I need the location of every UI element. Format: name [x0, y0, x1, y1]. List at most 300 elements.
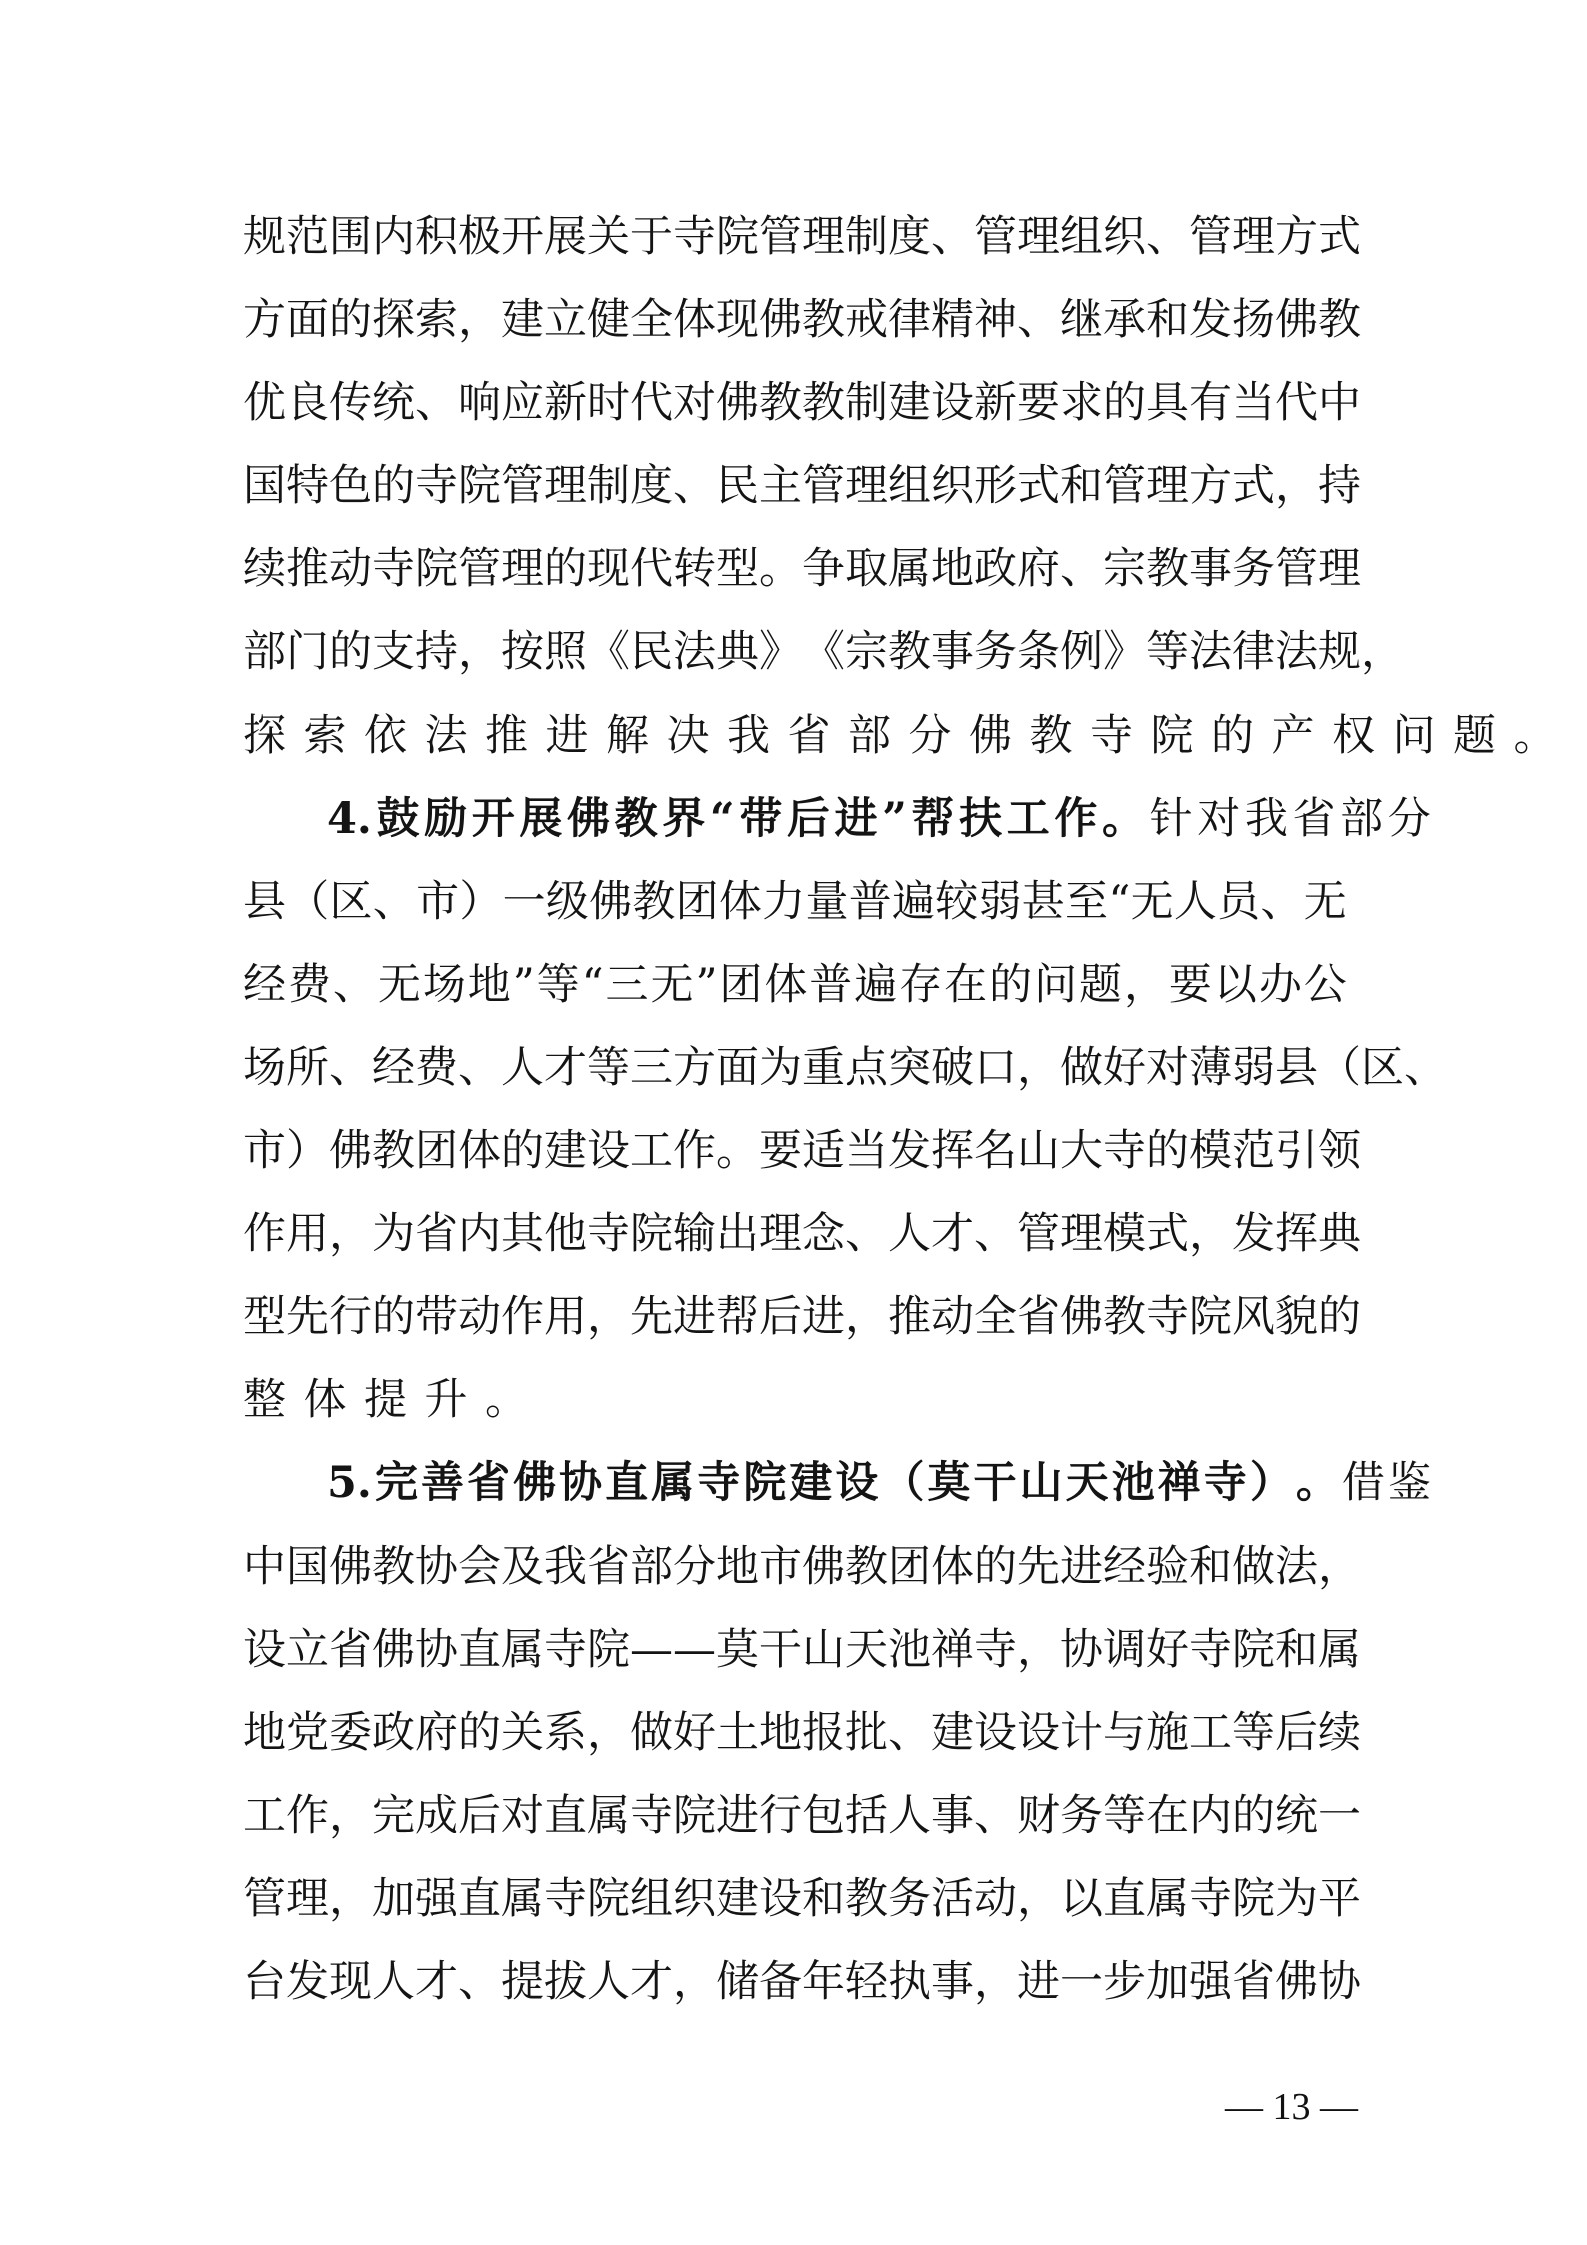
glyph: 的 [372, 461, 415, 512]
glyph: 寺 [1189, 1873, 1232, 1924]
glyph: 理 [1318, 544, 1361, 595]
glyph: ” [882, 793, 907, 844]
glyph: 工 [1006, 793, 1050, 844]
glyph: ， [845, 1292, 888, 1343]
glyph: 、 [1404, 1042, 1447, 1093]
glyph: ， [458, 627, 501, 678]
glyph: 府 [415, 1707, 458, 1758]
glyph: 管 [1275, 544, 1318, 595]
glyph: 院 [1232, 1873, 1275, 1924]
glyph: 。 [759, 544, 802, 595]
glyph: 扬 [1232, 295, 1275, 346]
glyph: 和 [802, 1873, 845, 1924]
glyph: 体 [764, 959, 808, 1010]
glyph: 代 [630, 544, 673, 595]
glyph: 方 [1275, 212, 1318, 262]
glyph: 无 [1303, 876, 1347, 927]
glyph: 名 [974, 1126, 1017, 1177]
glyph: 典 [716, 627, 759, 678]
glyph: 莫 [927, 1458, 971, 1509]
glyph: 人 [1173, 876, 1217, 927]
glyph: 薄 [1189, 1042, 1232, 1093]
glyph: 等 [587, 1042, 630, 1093]
glyph: 的 [458, 1707, 501, 1758]
glyph: 建 [931, 1707, 974, 1758]
glyph: 地 [931, 544, 974, 595]
glyph: 省 [587, 1541, 630, 1592]
glyph: 的 [501, 1126, 544, 1177]
glyph: 人 [587, 1956, 630, 2007]
glyph: 储 [716, 1956, 759, 2007]
glyph: 级 [545, 876, 589, 927]
glyph: 、 [888, 1707, 931, 1758]
glyph: 型 [716, 544, 759, 595]
glyph: 法 [1275, 627, 1318, 678]
glyph: 直 [458, 1873, 501, 1924]
glyph: 寺 [673, 212, 716, 262]
glyph: 理 [845, 461, 888, 512]
glyph: 、 [845, 1209, 888, 1260]
glyph: 响 [458, 378, 501, 429]
glyph: 。 [1295, 1458, 1339, 1509]
glyph: 内 [458, 1209, 501, 1260]
glyph: 寺 [372, 544, 415, 595]
glyph: 律 [1232, 627, 1275, 678]
glyph: 设 [243, 1624, 286, 1675]
glyph: 组 [1060, 212, 1103, 262]
glyph: ， [329, 1873, 372, 1924]
glyph: 直 [605, 1458, 649, 1509]
glyph: 寺 [1189, 1624, 1232, 1675]
glyph: 组 [630, 1873, 673, 1924]
glyph: 全 [630, 295, 673, 346]
glyph: 当 [1232, 378, 1275, 429]
glyph: ， [329, 1790, 372, 1841]
glyph: 直 [458, 1624, 501, 1675]
text-line [243, 944, 1347, 1027]
glyph: 天 [1065, 1458, 1109, 1509]
glyph: 取 [845, 544, 888, 595]
glyph: 展 [519, 793, 563, 844]
glyph: 动 [329, 544, 372, 595]
glyph: 式 [1146, 1209, 1189, 1260]
glyph: 寺 [974, 1624, 1017, 1675]
glyph: 施 [1146, 1707, 1189, 1758]
glyph: 经 [372, 1042, 415, 1093]
glyph: 、 [332, 959, 376, 1010]
glyph: 范 [1232, 1126, 1275, 1177]
glyph: 教 [845, 1541, 888, 1592]
glyph: 建 [888, 378, 931, 429]
glyph: 教 [1146, 544, 1189, 595]
text-line [243, 279, 1361, 362]
glyph: 管 [243, 1873, 286, 1924]
glyph: 管 [759, 212, 802, 262]
glyph: 》 [1103, 627, 1146, 678]
glyph: 立 [544, 295, 587, 346]
glyph: 适 [802, 1126, 845, 1177]
glyph: 寺 [1146, 1292, 1189, 1343]
glyph: 力 [762, 876, 806, 927]
glyph: 佛 [329, 1126, 372, 1177]
glyph: ， [1361, 627, 1404, 678]
glyph: 员 [1217, 876, 1261, 927]
glyph: 极 [458, 212, 501, 262]
glyph: 挥 [1275, 1209, 1318, 1260]
glyph: 我 [1244, 793, 1288, 844]
glyph: 方 [673, 1042, 716, 1093]
glyph: 寺 [1203, 1458, 1247, 1509]
glyph: ， [1017, 1624, 1060, 1675]
glyph: 委 [329, 1707, 372, 1758]
glyph: 输 [673, 1209, 716, 1260]
glyph: 为 [759, 1042, 802, 1093]
glyph: 土 [716, 1707, 759, 1758]
glyph: 针 [1149, 793, 1193, 844]
glyph: 所 [286, 1042, 329, 1093]
glyph: 对 [1197, 793, 1241, 844]
glyph: 以 [1213, 959, 1257, 1010]
glyph: 《 [802, 627, 845, 678]
text-line [243, 611, 1404, 694]
glyph: 府 [1017, 544, 1060, 595]
glyph: 批 [845, 1707, 888, 1758]
glyph: 教 [614, 793, 658, 844]
glyph: 甚 [1021, 876, 1065, 927]
glyph: “ [581, 959, 604, 1010]
glyph: 、 [1060, 544, 1103, 595]
glyph: 和 [1275, 1624, 1318, 1675]
document-body [243, 196, 1574, 2024]
glyph: 和 [1189, 1541, 1232, 1592]
glyph: 、 [931, 212, 974, 262]
glyph: 点 [845, 1042, 888, 1093]
glyph: 按 [501, 627, 544, 678]
glyph: 借 [1341, 1458, 1385, 1509]
glyph: 度 [888, 212, 931, 262]
glyph: 应 [501, 378, 544, 429]
glyph: 、 [974, 1209, 1017, 1260]
section-heading-line-4 [243, 778, 1431, 861]
glyph: 发 [1189, 295, 1232, 346]
glyph: 其 [501, 1209, 544, 1260]
glyph: 理 [544, 461, 587, 512]
glyph: 管 [501, 461, 544, 512]
glyph: 政 [372, 1707, 415, 1758]
text-line [243, 1775, 1361, 1858]
glyph: 引 [1275, 1126, 1318, 1177]
glyph: 大 [1060, 1126, 1103, 1177]
glyph: 开 [501, 212, 544, 262]
glyph: ， [1017, 1873, 1060, 1924]
glyph: 、 [458, 1042, 501, 1093]
glyph: 一 [502, 876, 546, 927]
glyph: 寺 [544, 1624, 587, 1675]
glyph: 地 [716, 1541, 759, 1592]
glyph: 良 [286, 378, 329, 429]
glyph: 发 [888, 1126, 931, 1177]
glyph: 山 [802, 1624, 845, 1675]
glyph: 工 [1189, 1707, 1232, 1758]
glyph: 直 [544, 1790, 587, 1841]
glyph: 组 [888, 461, 931, 512]
glyph: 协 [559, 1458, 603, 1509]
glyph: 事 [931, 1790, 974, 1841]
glyph: 神 [974, 295, 1017, 346]
glyph: 寺 [630, 1790, 673, 1841]
glyph: 发 [286, 1956, 329, 2007]
glyph: 织 [1103, 212, 1146, 262]
glyph: 鉴 [1387, 1458, 1431, 1509]
glyph: 弱 [1232, 1042, 1275, 1093]
glyph: 体 [931, 1541, 974, 1592]
glyph: 统 [372, 378, 415, 429]
glyph: 续 [243, 544, 286, 595]
glyph: 省 [1292, 793, 1336, 844]
glyph: 山 [1019, 1458, 1063, 1509]
glyph: 貌 [1275, 1292, 1318, 1343]
glyph: 进 [673, 1292, 716, 1343]
glyph: 为 [1275, 1873, 1318, 1924]
glyph: 建 [789, 1458, 833, 1509]
glyph: 公 [1303, 959, 1347, 1010]
glyph: 支 [372, 627, 415, 678]
glyph: 部 [1340, 793, 1384, 844]
glyph: 院 [743, 1458, 787, 1509]
glyph: 、 [673, 461, 716, 512]
glyph: 型 [243, 1292, 286, 1343]
text-line-paragraph-end: 探索依法推进解决我省部分佛教寺院的产权问题。 [243, 710, 1574, 761]
glyph: 区 [1361, 1042, 1404, 1093]
glyph: 理 [1146, 461, 1189, 512]
glyph: 报 [802, 1707, 845, 1758]
glyph: ” [512, 959, 535, 1010]
glyph: 帮 [716, 1292, 759, 1343]
glyph: 属 [501, 1873, 544, 1924]
glyph: 务 [888, 1873, 931, 1924]
glyph: 加 [372, 1873, 415, 1924]
glyph: 《 [587, 627, 630, 678]
glyph: 佛 [329, 1541, 372, 1592]
glyph: 无 [650, 959, 694, 1010]
glyph: 特 [286, 461, 329, 512]
text-line [243, 1941, 1361, 2024]
glyph: 县 [243, 876, 286, 927]
glyph: 禅 [1157, 1458, 1201, 1509]
glyph: 口 [974, 1042, 1017, 1093]
glyph: 先 [630, 1292, 673, 1343]
glyph: 当 [845, 1126, 888, 1177]
glyph: 方 [243, 295, 286, 346]
glyph: 规 [243, 212, 286, 262]
glyph: ” [695, 959, 718, 1010]
glyph: 佛 [802, 1541, 845, 1592]
glyph: 行 [759, 1790, 802, 1841]
glyph: 包 [802, 1790, 845, 1841]
glyph: 的 [989, 959, 1033, 1010]
glyph: 团 [675, 876, 719, 927]
glyph: 现 [329, 1956, 372, 2007]
glyph: 分 [673, 1541, 716, 1592]
glyph: 展 [544, 212, 587, 262]
glyph: 教 [802, 378, 845, 429]
glyph: 管 [458, 544, 501, 595]
glyph: 用 [286, 1209, 329, 1260]
text-line [243, 1609, 1361, 1692]
glyph: 强 [1189, 1956, 1232, 2007]
glyph: 内 [1189, 1790, 1232, 1841]
glyph: 人 [888, 1790, 931, 1841]
glyph: 教 [372, 1541, 415, 1592]
glyph: 理 [501, 544, 544, 595]
glyph: 轻 [845, 1956, 888, 2007]
glyph: 典 [1318, 1209, 1361, 1260]
glyph: 设 [974, 1707, 1017, 1758]
glyph: 出 [716, 1209, 759, 1260]
glyph: 团 [888, 1541, 931, 1592]
glyph: 式 [1318, 212, 1361, 262]
text-line [243, 1193, 1361, 1276]
glyph: 用 [544, 1292, 587, 1343]
glyph: 他 [544, 1209, 587, 1260]
glyph: 作 [243, 1209, 286, 1260]
glyph: 戒 [845, 295, 888, 346]
glyph: 的 [974, 1541, 1017, 1592]
glyph: ， [1017, 1042, 1060, 1093]
glyph: 教 [802, 295, 845, 346]
glyph: ， [1318, 1541, 1361, 1592]
glyph: 后 [1275, 1707, 1318, 1758]
glyph: 持 [415, 627, 458, 678]
glyph: 山 [1017, 1126, 1060, 1177]
glyph: 挥 [931, 1126, 974, 1177]
glyph: 动 [931, 1292, 974, 1343]
glyph: 。 [716, 1126, 759, 1177]
glyph: 佛 [1060, 1292, 1103, 1343]
glyph: 加 [1146, 1956, 1189, 2007]
glyph: 我 [544, 1541, 587, 1592]
glyph: 式 [1017, 461, 1060, 512]
glyph: 持 [1318, 461, 1361, 512]
glyph: 色 [329, 461, 372, 512]
glyph: 中 [243, 1541, 286, 1592]
glyph: ， [1189, 1209, 1232, 1260]
glyph: 佛 [716, 378, 759, 429]
glyph: ， [329, 1209, 372, 1260]
glyph: 好 [1146, 1624, 1189, 1675]
page-number: — 13 — [1225, 2086, 1358, 2128]
glyph: 作 [286, 1790, 329, 1841]
glyph: 完 [374, 1458, 418, 1509]
glyph: 省 [415, 1209, 458, 1260]
glyph: 于 [630, 212, 673, 262]
glyph: 理 [802, 212, 845, 262]
glyph: 精 [931, 295, 974, 346]
glyph: 执 [888, 1956, 931, 2007]
glyph: 池 [1111, 1458, 1155, 1509]
glyph: 探 [372, 295, 415, 346]
glyph: 院 [587, 1873, 630, 1924]
glyph: 扶 [959, 793, 1003, 844]
glyph: 费 [287, 959, 331, 1010]
glyph: 的 [372, 1292, 415, 1343]
glyph: 步 [1103, 1956, 1146, 2007]
glyph: ， [587, 1292, 630, 1343]
glyph: 务 [1232, 544, 1275, 595]
glyph: 代 [630, 378, 673, 429]
glyph: 省 [467, 1458, 511, 1509]
glyph: 织 [931, 461, 974, 512]
glyph: 励 [424, 793, 468, 844]
glyph: 面 [286, 295, 329, 346]
glyph: 国 [243, 461, 286, 512]
glyph: 民 [716, 461, 759, 512]
glyph: 问 [1034, 959, 1078, 1010]
glyph: 和 [1060, 461, 1103, 512]
glyph: 省 [1017, 1292, 1060, 1343]
glyph: 念 [802, 1209, 845, 1260]
glyph: 院 [673, 1790, 716, 1841]
glyph: 教 [1318, 295, 1361, 346]
glyph: 管 [1189, 212, 1232, 262]
glyph: 完 [372, 1790, 415, 1841]
glyph: 属 [501, 1624, 544, 1675]
glyph: 理 [1232, 212, 1275, 262]
glyph: 等 [1232, 1707, 1275, 1758]
glyph: 才 [544, 1042, 587, 1093]
glyph: 寺 [697, 1458, 741, 1509]
glyph: 理 [286, 1873, 329, 1924]
glyph: 一 [1318, 1790, 1361, 1841]
glyph: 对 [673, 378, 716, 429]
glyph: 禅 [931, 1624, 974, 1675]
glyph: 省 [329, 1624, 372, 1675]
glyph: 重 [802, 1042, 845, 1093]
glyph: 要 [759, 1126, 802, 1177]
glyph: 为 [372, 1209, 415, 1260]
glyph: 事 [1189, 544, 1232, 595]
glyph: 新 [974, 378, 1017, 429]
glyph: 教 [372, 1126, 415, 1177]
glyph: 续 [1318, 1707, 1361, 1758]
glyph: 、 [372, 876, 416, 927]
glyph: — [630, 1624, 673, 1675]
glyph: 党 [286, 1707, 329, 1758]
glyph: 帮 [911, 793, 955, 844]
glyph: 设 [931, 378, 974, 429]
glyph: 协 [415, 1624, 458, 1675]
glyph: 善 [420, 1458, 464, 1509]
glyph: 进 [1017, 1956, 1060, 2007]
glyph: 普 [809, 959, 853, 1010]
glyph: 进 [716, 1790, 759, 1841]
glyph: 具 [1146, 378, 1189, 429]
text-line [243, 362, 1361, 445]
glyph: 属 [651, 1458, 695, 1509]
glyph: 院 [458, 461, 501, 512]
glyph: 规 [1318, 627, 1361, 678]
glyph: 现 [587, 544, 630, 595]
text-line [243, 196, 1361, 279]
glyph: 干 [973, 1458, 1017, 1509]
glyph: 求 [1060, 378, 1103, 429]
glyph: 界 [662, 793, 706, 844]
glyph: 提 [501, 1956, 544, 2007]
glyph: 、 [974, 1790, 1017, 1841]
glyph: 无 [1130, 876, 1174, 927]
glyph: 代 [1275, 378, 1318, 429]
glyph: 及 [501, 1541, 544, 1592]
